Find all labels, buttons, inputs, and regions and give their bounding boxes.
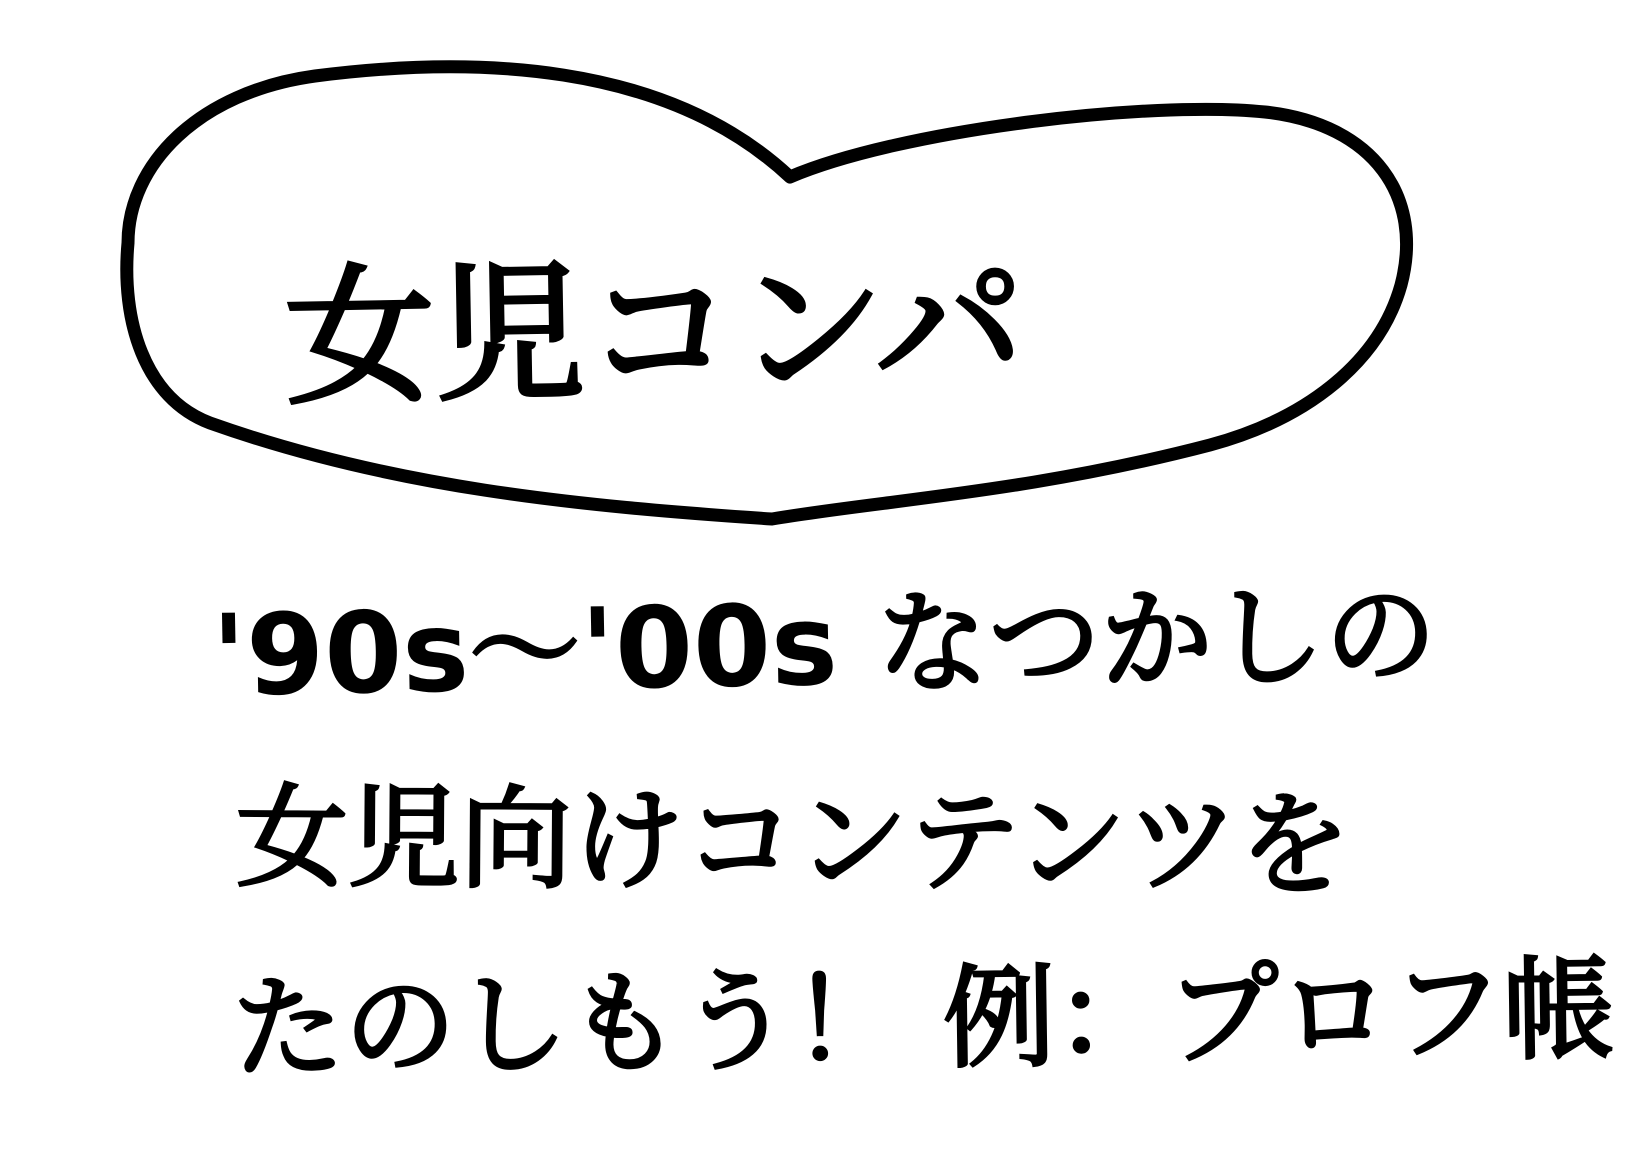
description-line-1: '90s〜'00s なつかしの [210, 570, 1438, 722]
description-line-2: 女児向けコンテンツを [235, 773, 1351, 911]
description-line-3: たのしもう！ 例：プロフ帳 [231, 945, 1616, 1095]
description-block [210, 570, 1616, 1130]
title-text: 女児コンパ [283, 239, 1027, 427]
heart-frame [0, 0, 1640, 560]
heart-title [283, 216, 1376, 445]
